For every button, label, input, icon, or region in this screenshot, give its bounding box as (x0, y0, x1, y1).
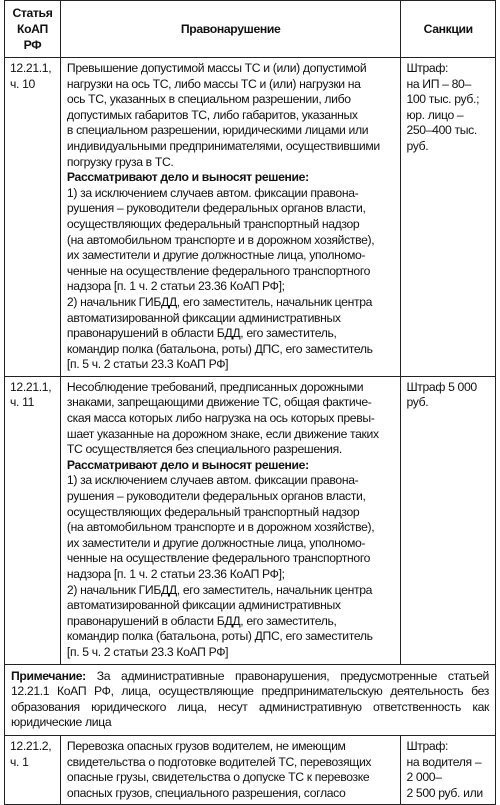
offense-line: знаками, запрещающими движение ТС, общая фактиче- (66, 395, 372, 410)
header-article-line: Статья (12, 6, 53, 20)
offense-cell (60, 58, 401, 377)
article-cell (5, 376, 61, 664)
offense-line: Перевозка опасных грузов водителем, не имеющим (66, 738, 346, 753)
offense-line: ская масса которых либо нагрузка на ось которых превы- (66, 411, 375, 426)
header-article-line: РФ (23, 38, 42, 52)
decision-line: их заместители и другие должностные лица, уполномо- (66, 248, 366, 263)
decision-line: (на автомобильном транспорте и в дорожном хозяйстве), (66, 520, 375, 535)
decision-line: рушения – руководители федеральных органов власти, (66, 201, 366, 216)
decision-line: правонарушений в области БДД, его заместитель, (66, 326, 337, 341)
article-cell (5, 58, 61, 377)
sanction-line: Штраф: (406, 61, 449, 75)
sanction-line: 250–400 тыс. (406, 123, 477, 138)
decision-line: надзора [п. 1 ч. 2 статьи 23.36 КоАП РФ]; (66, 567, 285, 581)
article-number: 12.21.2, (10, 738, 52, 753)
article-number: 12.21.1, (10, 379, 52, 394)
offense-line: индивидуальными предпринимателями, осуществившими (66, 138, 380, 153)
penalties-table (4, 0, 496, 805)
note-row (5, 664, 496, 735)
offense-line: ось ТС, указанных в специальном разрешении, либо (66, 92, 351, 107)
decision-line: ченные на осуществление федерального транспортного (66, 551, 371, 566)
decision-line: осуществляющих федеральный транспортный надзор (66, 216, 360, 231)
offense-line: Несоблюдение требований, предписанных дорожными (66, 379, 364, 394)
decision-line: их заместители и другие должностные лица, уполномо- (66, 535, 366, 550)
decision-line: 1) за исключением случаев автом. фиксации правона- (66, 185, 359, 200)
sanction-cell (401, 735, 496, 804)
decision-line: автоматизированной фиксации административных (66, 598, 341, 613)
table-row (5, 376, 496, 664)
sanction-cell (401, 376, 496, 664)
sanction-line: 2 000– (406, 770, 442, 785)
offense-line: погрузку груза в ТС. (66, 154, 174, 169)
offense-line: в специальном разрешении, юридическими лицами или (66, 123, 369, 138)
sanction-line: 100 тыс. руб.; (406, 92, 480, 107)
article-part: ч. 11 (10, 395, 35, 410)
decision-line: надзора [п. 1 ч. 2 статьи 23.36 КоАП РФ]; (66, 279, 285, 294)
sanction-line: руб. (406, 138, 429, 153)
article-part: ч. 10 (10, 76, 35, 91)
sanction-line: Штраф: (406, 738, 449, 753)
sanction-line: Штраф 5 000 (406, 379, 477, 394)
note-text: За административные правонарушения, предусмотренные статьей 12.21.1 КоАП РФ, лица, осуществляющие предпринимательскую деятельность без образования юридического лица, несут административную ответственность как юридические лица (11, 668, 489, 730)
decision-line: [п. 5 ч. 2 статьи 23.3 КоАП РФ] (66, 644, 229, 659)
decision-line: правонарушений в области БДД, его заместитель, (66, 613, 337, 628)
decision-line: рушения – руководители федеральных органов власти, (66, 489, 366, 504)
offense-line: ТС осуществляется без специального разрешения. (66, 442, 342, 457)
decision-line: автоматизированной фиксации административных (66, 310, 341, 325)
article-cell (5, 735, 61, 804)
decision-line: командир полка (батальона, роты) ДПС, его заместитель (66, 629, 373, 644)
decision-line: 2) начальник ГИБДД, его заместитель, начальник центра (66, 294, 373, 309)
header-sanctions: Санкции (401, 1, 496, 58)
decision-line: (на автомобильном транспорте и в дорожном хозяйстве), (66, 232, 375, 247)
header-article-line: КоАП (17, 22, 48, 36)
sanction-line: на водителя – (406, 754, 482, 769)
offense-line: опасных грузов, специального разрешения, согласо (66, 785, 346, 800)
offense-line: свидетельства о подготовке водителей ТС, перевозящих (66, 754, 372, 769)
table-row (5, 58, 496, 377)
decision-line: [п. 5 ч. 2 статьи 23.3 КоАП РФ] (66, 357, 229, 372)
offense-line: допустимых габаритов ТС, либо габаритов, указанных (66, 107, 358, 122)
offense-line: Превышение допустимой массы ТС и (или) допустимой (66, 61, 367, 75)
offense-line: шает указанные на дорожном знаке, если движение таких (66, 426, 379, 441)
header-offense: Правонарушение (60, 1, 401, 58)
decision-line: ченные на осуществление федерального транспортного (66, 263, 371, 278)
note-cell (5, 664, 496, 735)
decision-line: 1) за исключением случаев автом. фиксации правона- (66, 473, 359, 488)
article-number: 12.21.1, (10, 61, 52, 75)
decision-heading: Рассматривают дело и выносят решение: (66, 457, 309, 472)
decision-line: командир полка (батальона, роты) ДПС, его заместитель (66, 341, 373, 356)
offense-line: опасные грузы, свидетельства о допуске ТС к перевозке (66, 770, 370, 785)
offense-cell (60, 376, 401, 664)
sanction-line: на ИП – 80– (406, 76, 471, 91)
decision-heading: Рассматривают дело и выносят решение: (66, 170, 309, 185)
table-header-row (5, 1, 496, 58)
sanction-cell (401, 58, 496, 377)
decision-line: осуществляющих федеральный транспортный надзор (66, 504, 360, 519)
sanction-line: руб. (406, 395, 429, 410)
sanction-line: юр. лицо – (406, 107, 464, 122)
sanction-line: 2 500 руб. или (406, 785, 483, 800)
offense-cell (60, 735, 401, 804)
header-article (5, 1, 61, 58)
table-row (5, 735, 496, 804)
decision-line: 2) начальник ГИБДД, его заместитель, начальник центра (66, 582, 373, 597)
note-label: Примечание: (11, 668, 86, 683)
article-part: ч. 1 (10, 754, 29, 769)
offense-line: нагрузки на ось ТС, либо массы ТС и (или) нагрузки на (66, 76, 361, 91)
